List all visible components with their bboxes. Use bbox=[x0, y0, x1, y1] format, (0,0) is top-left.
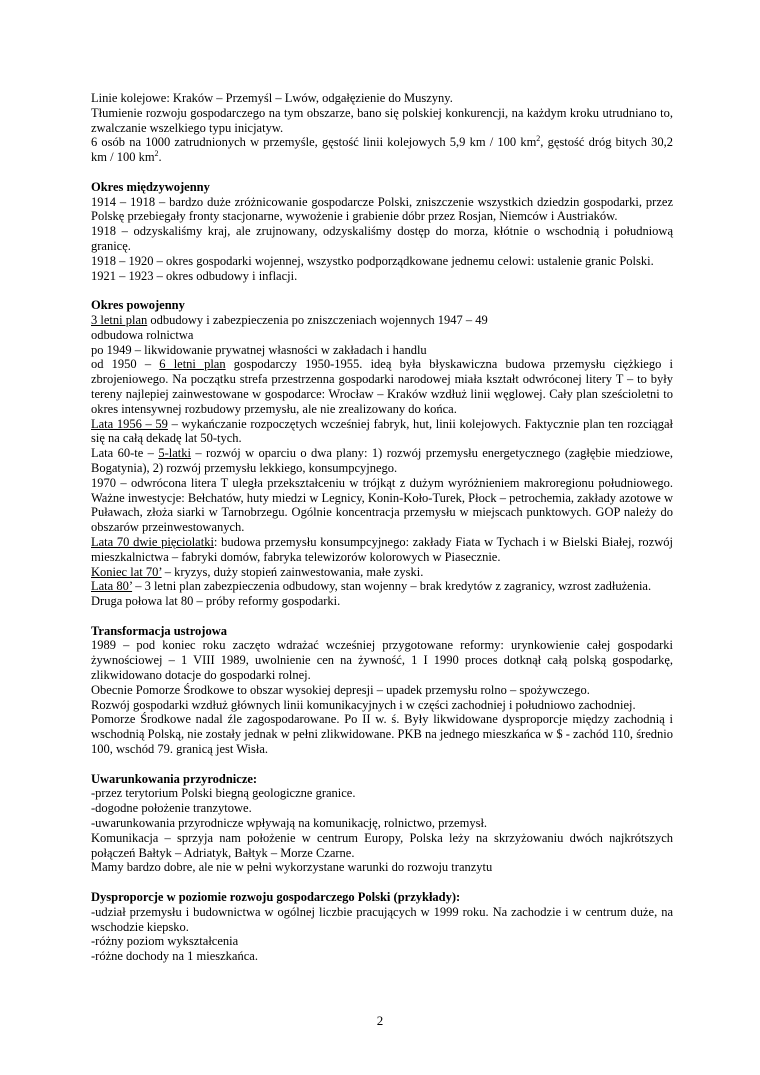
paragraph: 1918 – odzyskaliśmy kraj, ale zrujnowany, odzyskaliśmy dostęp do morza, kłótnie o wschodnią i południową granicę. bbox=[91, 224, 673, 253]
paragraph: -różne dochody na 1 mieszkańca. bbox=[91, 949, 258, 964]
paragraph: 1921 – 1923 – okres odbudowy i inflacji. bbox=[91, 268, 298, 283]
paragraph: 1989 – pod koniec roku zaczęto wdrażać wcześniej przygotowane reformy: urynkowienie całej gospodarki żywnościowej – 1 VIII 1989, uwolnienie cen na żywność, 1 I 1990 proces dotknął całą polską gospodarkę, zlikwidowano dotacje do gospodarki rolnej. bbox=[91, 638, 673, 683]
paragraph bbox=[91, 535, 673, 565]
paragraph: Druga połowa lat 80 – próby reformy gospodarki. bbox=[91, 594, 341, 609]
paragraph: po 1949 – likwidowanie prywatnej własności w zakładach i handlu bbox=[91, 342, 427, 357]
page-number: 2 bbox=[376, 1013, 384, 1028]
paragraph: 1918 – 1920 – okres gospodarki wojennej, wszystko podporządkowane jednemu celowi: ustalenie granic Polski. bbox=[91, 253, 654, 268]
paragraph: Tłumienie rozwoju gospodarczego na tym obszarze, bano się polskiej konkurencji, na każdym kroku utrudniano to, zwalczanie wszelkiego typu inicjatyw. bbox=[91, 105, 673, 135]
text-run: – kryzys, duży stopień zainwestowania, małe zyski. bbox=[161, 564, 424, 579]
spacer bbox=[91, 165, 673, 180]
text-run: , gęstość dróg bitych 30,2 km / 100 km bbox=[91, 135, 673, 165]
underlined-term: 3 letni plan bbox=[91, 312, 148, 327]
paragraph: -przez terytorium Polski biegną geologiczne granice. bbox=[91, 786, 356, 801]
spacer bbox=[91, 283, 673, 298]
paragraph: Pomorze Środkowe nadal źle zagospodarowane. Po II w. ś. Były likwidowane dysproporcje między zachodnią i wschodnią Polską, nie zostały jednak w pełni zlikwidowane. PKB na jednego mieszkańca w $ - zachód 110, średnio 100, wschód 79. granicą jest Wisła. bbox=[91, 712, 673, 757]
underlined-term: 5-latki bbox=[158, 446, 191, 461]
page-content bbox=[91, 91, 673, 964]
text-run: 6 osób na 1000 zatrudnionych w przemyśle, gęstość linii kolejowych 5,9 km / 100 km bbox=[91, 135, 537, 150]
superscript: 2 bbox=[536, 134, 541, 144]
superscript: 2 bbox=[154, 149, 159, 159]
underlined-term: Koniec lat 70’ bbox=[91, 564, 162, 579]
paragraph: Rozwój gospodarki wzdłuż głównych linii komunikacyjnych i w części zachodniej i południowo zachodniej. bbox=[91, 697, 636, 712]
text-run: – wykańczanie rozpoczętych wcześniej fabryk, hut, linii kolejowych. Faktycznie plan ten rozciągał się na całą dekadę lat 50-tych. bbox=[91, 416, 673, 446]
text-run: : budowa przemysłu konsumpcyjnego: zakłady Fiata w Tychach i w Bielski Białej, rozwój mieszkalnictwa – fabryki domów, fabryka telewizorów kolorowych w Piasecznie. bbox=[91, 534, 673, 564]
underlined-term: Lata 80’ bbox=[91, 579, 133, 594]
spacer bbox=[91, 757, 673, 772]
section-heading: Okres powojenny bbox=[91, 298, 185, 313]
spacer bbox=[91, 875, 673, 890]
section-heading: Dysproporcje w poziomie rozwoju gospodarczego Polski (przykłady): bbox=[91, 890, 461, 905]
paragraph: Obecnie Pomorze Środkowe to obszar wysokiej depresji – upadek przemysłu rolno – spożywczego. bbox=[91, 682, 590, 697]
text-run: gospodarczy 1950-1955. ideą była błyskawiczna budowa przemysłu ciężkiego i zbrojeniowego. Na początku strefa przestrzenna gospodarki narodowej miała kształt odwróconej litery T – to były tereny najlepiej zainwestowane w gospodarce: Wrocław – Kraków wzdłuż linii węglowej. Cały plan sześcioletni to okres intensywnej rozbudowy przemysłu, ale nie zrealizowany do końca. bbox=[91, 357, 673, 416]
paragraph bbox=[91, 417, 673, 447]
paragraph bbox=[91, 313, 673, 328]
text-run: . bbox=[158, 150, 162, 165]
section-heading: Okres międzywojenny bbox=[91, 179, 210, 194]
text-run: od 1950 – bbox=[91, 357, 160, 372]
text-run: – 3 letni plan zabezpieczenia odbudowy, stan wojenny – brak kredytów z zagranicy, wzrost zadłużenia. bbox=[132, 579, 652, 594]
paragraph: 1970 – odwrócona litera T uległa przekształceniu w trójkąt z dużym wyróżnieniem makroregionu południowego. Ważne inwestycje: Bełchatów, huty miedzi w Legnicy, Konin-Koło-Turek, Płock – petrochemia, zakłady azotowe w Puławach, złoża siarki w Tarnobrzegu. Ogólnie koncentracja przemysłu w miejscach punktowych. GOP należy do obszarów przeinwestowanych. bbox=[91, 475, 673, 535]
spacer bbox=[91, 609, 673, 624]
paragraph: Komunikacja – sprzyja nam położenie w centrum Europy, Polska leży na skrzyżowaniu dwóch najkrótszych połączeń Bałtyk – Adriatyk, Bałtyk – Morze Czarne. bbox=[91, 830, 673, 860]
paragraph bbox=[91, 565, 673, 580]
paragraph bbox=[91, 357, 673, 416]
paragraph bbox=[91, 446, 673, 476]
section-heading: Uwarunkowania przyrodnicze: bbox=[91, 771, 258, 786]
text-run: odbudowy i zabezpieczenia po zniszczeniach wojennych 1947 – 49 bbox=[147, 312, 488, 327]
underlined-term: Lata 1956 – 59 bbox=[91, 416, 168, 431]
paragraph bbox=[91, 579, 673, 594]
text-run: – rozwój w oparciu o dwa plany: 1) rozwój przemysłu energetycznego (zagłębie miedziowe, Bogatynia), 2) rozwój przemysłu lekkiego, konsumpcyjnego. bbox=[91, 446, 674, 475]
underlined-term: 6 letni plan bbox=[159, 357, 226, 372]
paragraph: Linie kolejowe: Kraków – Przemyśl – Lwów, odgałęzienie do Muszyny. bbox=[91, 91, 453, 105]
paragraph: -dogodne położenie tranzytowe. bbox=[91, 801, 252, 816]
section-heading: Transformacja ustrojowa bbox=[91, 623, 227, 638]
text-run: Lata 60-te – bbox=[91, 446, 159, 461]
paragraph: -udział przemysłu i budownictwa w ogólnej liczbie pracujących w 1999 roku. Na zachodzie i w centrum duże, na wschodzie kiepsko. bbox=[91, 904, 673, 934]
paragraph: Mamy bardzo dobre, ale nie w pełni wykorzystane warunki do rozwoju tranzytu bbox=[91, 860, 493, 875]
underlined-term: Lata 70 dwie pięciolatki bbox=[91, 534, 214, 549]
paragraph: odbudowa rolnictwa bbox=[91, 327, 194, 342]
paragraph: 1914 – 1918 – bardzo duże zróżnicowanie gospodarcze Polski, zniszczenie wszystkich dziedzin gospodarki, przez Polskę przebiegały fronty stacjonarne, wywożenie i grabienie dóbr przez Rosjan, Niemców i Austriaków. bbox=[91, 194, 673, 224]
paragraph: -uwarunkowania przyrodnicze wpływają na komunikację, rolnictwo, przemysł. bbox=[91, 816, 488, 831]
paragraph bbox=[91, 135, 673, 165]
paragraph: -różny poziom wykształcenia bbox=[91, 934, 239, 949]
